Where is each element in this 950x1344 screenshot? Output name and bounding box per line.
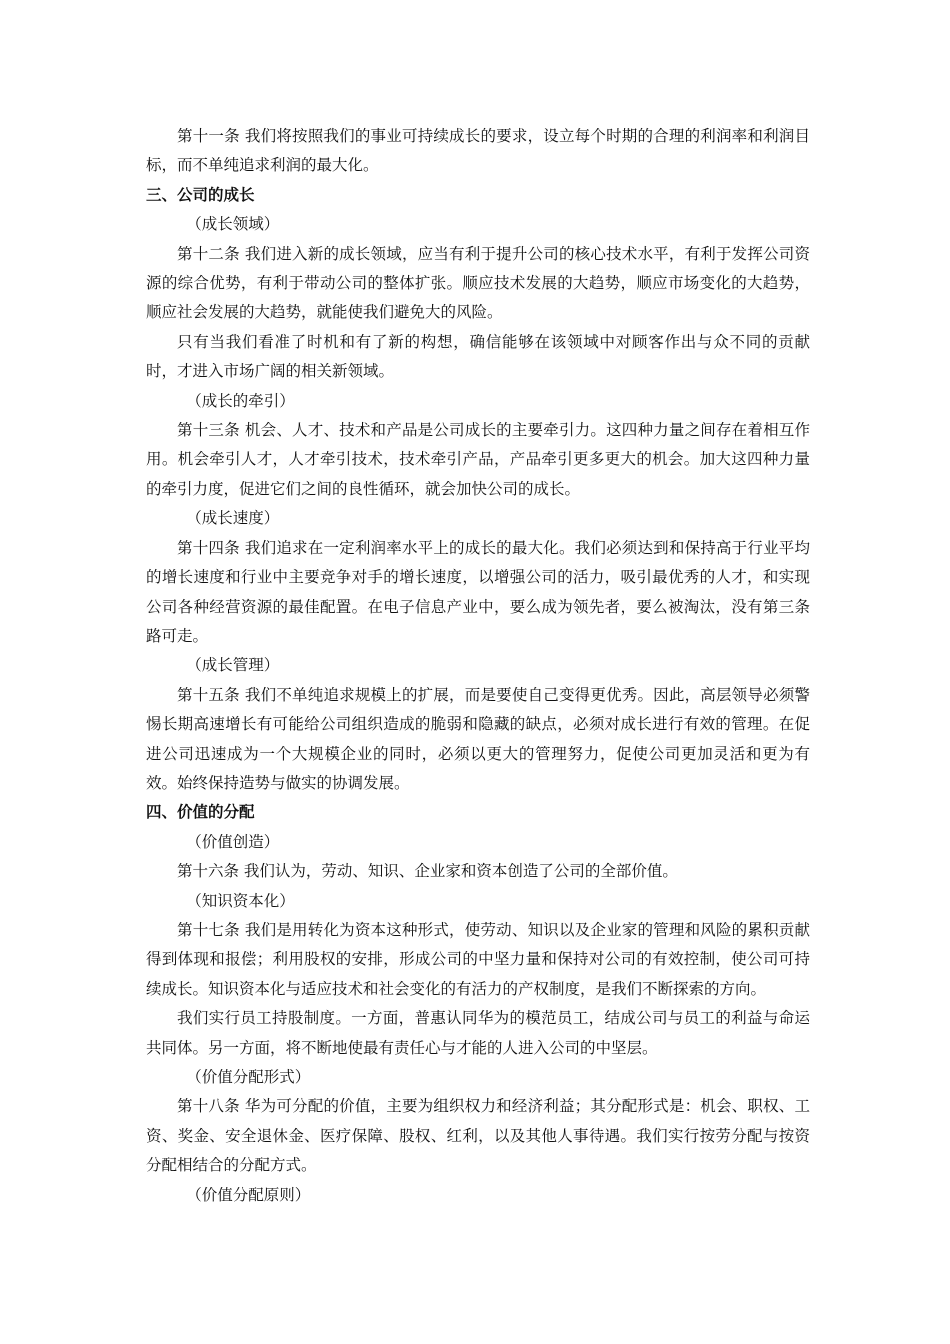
article-13-paragraph: 第十三条 机会、人才、技术和产品是公司成长的主要牵引力。这四种力量之间存在着相互作用。机会牵引人才，人才牵引技术，技术牵引产品，产品牵引更多更大的机会。加大这四种力量的牵引力度，促进它们之间的良性循环，就会加快公司的成长。	[146, 421, 810, 498]
subheading-growth-management: （成长管理）	[186, 656, 280, 675]
article-12-paragraph: 第十二条 我们进入新的成长领域，应当有利于提升公司的核心技术水平，有利于发挥公司资源的综合优势，有利于带动公司的整体扩张。顺应技术发展的大趋势，顺应市场变化的大趋势，顺应社会发展的大趋势，就能使我们避免大的风险。	[146, 244, 810, 322]
subheading-growth-traction: （成长的牵引）	[186, 391, 295, 410]
subheading-growth-speed: （成长速度）	[186, 509, 280, 528]
section-heading-value-distribution: 四、价值的分配	[146, 803, 255, 822]
subheading-value-distribution-form: （价值分配形式）	[186, 1068, 311, 1086]
article-16-paragraph: 第十六条 我们认为，劳动、知识、企业家和资本创造了公司的全部价值。	[177, 862, 678, 881]
section-heading-growth: 三、公司的成长	[146, 185, 255, 204]
subheading-value-creation: （价值创造）	[186, 832, 280, 851]
subheading-growth-field: （成长领域）	[186, 215, 280, 234]
document-body	[146, 122, 810, 1210]
article-17-followup-paragraph: 我们实行员工持股制度。一方面，普惠认同华为的模范员工，结成公司与员工的利益与命运共同体。另一方面，将不断地使最有责任心与才能的人进入公司的中坚层。	[146, 1009, 810, 1057]
subheading-knowledge-capitalization: （知识资本化）	[186, 891, 295, 910]
article-12-followup-paragraph: 只有当我们看准了时机和有了新的构想，确信能够在该领域中对顾客作出与众不同的贡献时，才进入市场广阔的相关新领域。	[146, 332, 810, 381]
article-18-paragraph: 第十八条 华为可分配的价值，主要为组织权力和经济利益；其分配形式是：机会、职权、工资、奖金、安全退休金、医疗保障、股权、红利，以及其他人事待遇。我们实行按劳分配与按资分配相结合的分配方式。	[146, 1097, 810, 1175]
article-17-paragraph: 第十七条 我们是用转化为资本这种形式，使劳动、知识以及企业家的管理和风险的累积贡献得到体现和报偿；利用股权的安排，形成公司的中坚力量和保持对公司的有效控制，使公司可持续成长。知识资本化与适应技术和社会变化的有活力的产权制度，是我们不断探索的方向。	[146, 920, 810, 998]
article-11-paragraph: 第十一条 我们将按照我们的事业可持续成长的要求，设立每个时期的合理的利润率和利润目标，而不单纯追求利润的最大化。	[146, 127, 810, 175]
article-15-paragraph: 第十五条 我们不单纯追求规模上的扩展，而是要使自己变得更优秀。因此，高层领导必须警惕长期高速增长有可能给公司组织造成的脆弱和隐藏的缺点，必须对成长进行有效的管理。在促进公司迅速成为一个大规模企业的同时，必须以更大的管理努力，促使公司更加灵活和更为有效。始终保持造势与做实的协调发展。	[146, 685, 810, 792]
subheading-value-distribution-principle: （价值分配原则）	[186, 1185, 311, 1204]
article-14-paragraph: 第十四条 我们追求在一定利润率水平上的成长的最大化。我们必须达到和保持高于行业平均的增长速度和行业中主要竞争对手的增长速度，以增强公司的活力，吸引最优秀的人才，和实现公司各种经营资源的最佳配置。在电子信息产业中，要么成为领先者，要么被淘汰，没有第三条路可走。	[146, 538, 810, 645]
